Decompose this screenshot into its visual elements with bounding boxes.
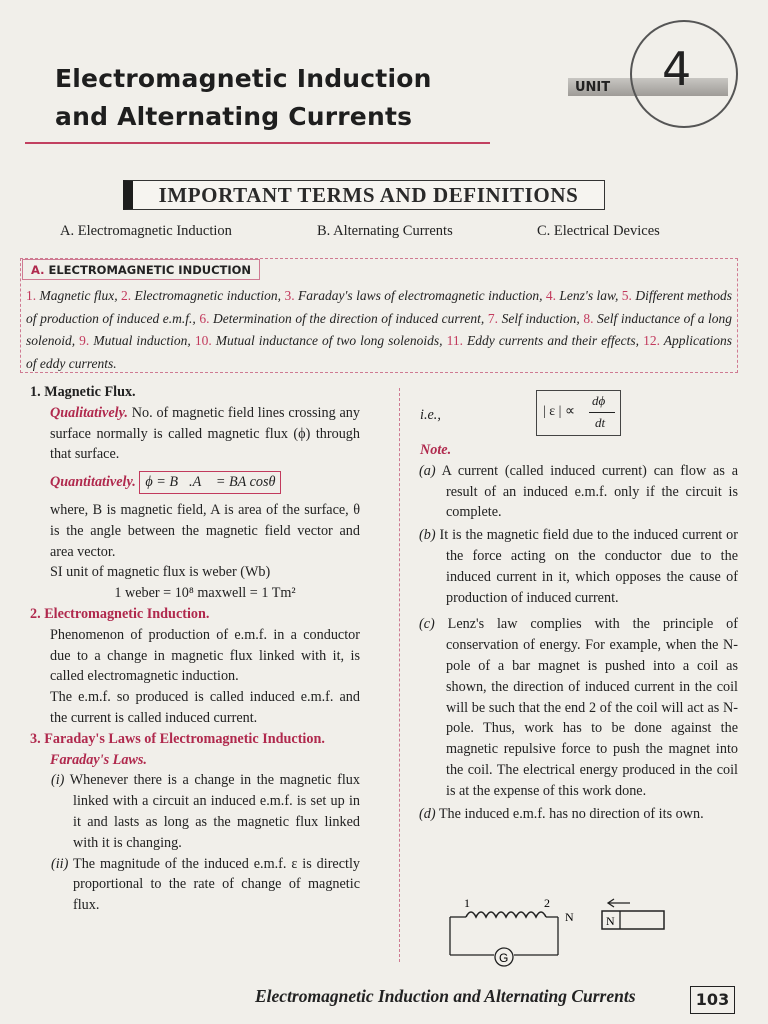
title-underline [25,142,490,144]
topic-text: Mutual inductance of two long solenoids, [215,333,443,348]
topic-num: 6. [199,310,210,326]
note-c: (c) Lenz's law complies with the principle of conservation of energy. For example, when the N-pole of a bar magnet is pushed into a coil as shown, the direction of induced current in the coil will be such that the end 2 of the coil will act as N-pole. Thus, work has to be done against the magnetic repulsive force to push the magnet into the coil. The electrical energy produced in the coil is at the expense of this work done. [419,616,739,799]
unit-label: UNIT [575,80,611,95]
heading-magnetic-flux: 1. Magnetic Flux. [30,384,136,400]
topic-item [546,288,619,303]
magnet-pole-label: N [606,914,615,928]
dt: dt [595,415,606,430]
heading-emi: 2. Electromagnetic Induction. [30,605,210,622]
topic-list [26,285,732,375]
law-1-text: Whenever there is a change in the magnetic flux linked with a circuit an induced e.m.f. is set up in it and lasts as long as the magnetic flux linked with it is changing. [69,772,360,851]
emi-definition: Phenomenon of production of e.m.f. in a conductor due to a change in magnetic flux linked with it, is called electromagnetic induction. [50,626,360,685]
topic-text: Electromagnetic induction, [134,288,282,303]
topic-text: Lenz's law, [559,288,619,303]
section-tab [22,259,260,280]
quantitative-label: Quantitatively. [50,474,136,491]
law-2 [30,854,360,916]
topic-num: 2. [121,288,132,303]
dphi: dϕ [592,393,606,408]
topic-item [447,333,639,348]
left-column [30,382,360,916]
category-b: B. Alternating Currents [317,223,453,239]
chapter-title-line1: Electromagnetic Induction [55,64,432,93]
topic-text: Different methods of production of induced e.m.f., [26,288,732,326]
category-c: C. Electrical Devices [537,223,660,239]
coil-end-2-label: 2 [544,896,550,910]
quantitative-para [30,471,360,494]
law-1 [30,770,360,853]
topic-item [195,333,443,348]
topic-num: 4. [545,288,556,303]
topic-num: 12. [643,333,660,348]
topic-num: 1. [26,288,37,303]
fraction-bar [589,412,615,413]
topic-text: Applications of eddy currents. [26,333,733,371]
note-b: (b) It is the magnetic field due to the induced current or the force acting on the conductor due to the induced current in it, which opposes the cause of production of induced current. [419,527,739,606]
important-terms-heading: IMPORTANT TERMS AND DEFINITIONS [123,180,605,210]
topic-num: 8. [583,310,594,326]
topic-item [121,288,281,303]
footer-running-title: Electromagnetic Induction and Alternating Currents [255,986,636,1006]
note-d: (d) The induced e.m.f. has no direction of its own. [419,805,704,822]
where-text: where, B is magnetic field, A is area of the surface, θ is the angle between the magnetic field vector and area vector. [50,501,360,560]
law-1-num: (i) [51,772,65,789]
topic-text: Faraday's laws of electromagnetic induction, [298,288,543,303]
qualitative-para [30,403,360,465]
qualitative-text: No. of magnetic field lines crossing any surface normally is called magnetic flux (ϕ) through that surface. [50,404,360,463]
proportionality-box [536,390,621,436]
flux-formula: ϕ = B⃗.A⃗ = BA cosθ [139,471,281,494]
topic-num: 7. [487,310,498,326]
induced-emf-text: The e.m.f. so produced is called induced e.m.f. and the current is called induced current. [50,689,360,726]
topic-item [284,288,542,303]
ie-label: i.e., [420,407,441,423]
chapter-title-line2: and Alternating Currents [55,102,413,131]
faraday-laws-label: Faraday's Laws. [50,751,147,768]
law-2-num: (ii) [51,855,69,872]
coil-winding [466,912,546,917]
topic-num: 11. [446,333,463,348]
topic-text: Self inductance of a long solenoid, [26,310,733,348]
coil-magnet-diagram [440,895,680,970]
topic-text: Eddy currents and their effects, [467,333,640,348]
qualitative-label: Qualitatively. [50,404,128,421]
note-a: (a) A current (called induced current) can flow as a result of an induced e.m.f. only if the circuit is complete. [419,462,738,521]
section-tab-title: ELECTROMAGNETIC INDUCTION [48,263,252,277]
page-number: 103 [690,986,735,1014]
topic-item [79,333,191,348]
topic-num: 10. [194,333,212,348]
topic-text: Magnetic flux, [39,288,118,303]
topic-num: 5. [621,288,632,303]
galvanometer-label: G [499,951,509,965]
topic-text: Mutual induction, [93,333,191,348]
topic-item [199,311,484,326]
note-title: Note. [420,442,452,458]
topic-text: Self induction, [501,310,580,326]
emf-abs: | ε | ∝ [543,404,575,419]
topic-num: 3. [284,288,295,303]
topic-item [26,288,118,303]
right-column [412,440,738,824]
topic-num: 9. [79,333,90,348]
law-2-text: The magnitude of the induced e.m.f. ε is directly proportional to the rate of change of magnetic flux. [73,855,360,914]
heading-faraday: 3. Faraday's Laws of Electromagnetic Induction. [30,730,325,747]
weber-conversion: 1 weber = 10⁸ maxwell = 1 Tm² [114,585,296,602]
si-unit-text: SI unit of magnetic flux is weber (Wb) [50,564,271,581]
coil-pole-label: N [565,910,574,924]
unit-number: 4 [662,42,692,96]
category-a: A. Electromagnetic Induction [60,223,232,239]
coil-end-1-label: 1 [464,896,470,910]
section-tab-letter: A. [31,263,45,277]
topic-item [488,311,580,326]
column-divider [399,388,400,962]
topic-text: Determination of the direction of induced current, [213,310,485,326]
chapter-title [55,60,432,136]
